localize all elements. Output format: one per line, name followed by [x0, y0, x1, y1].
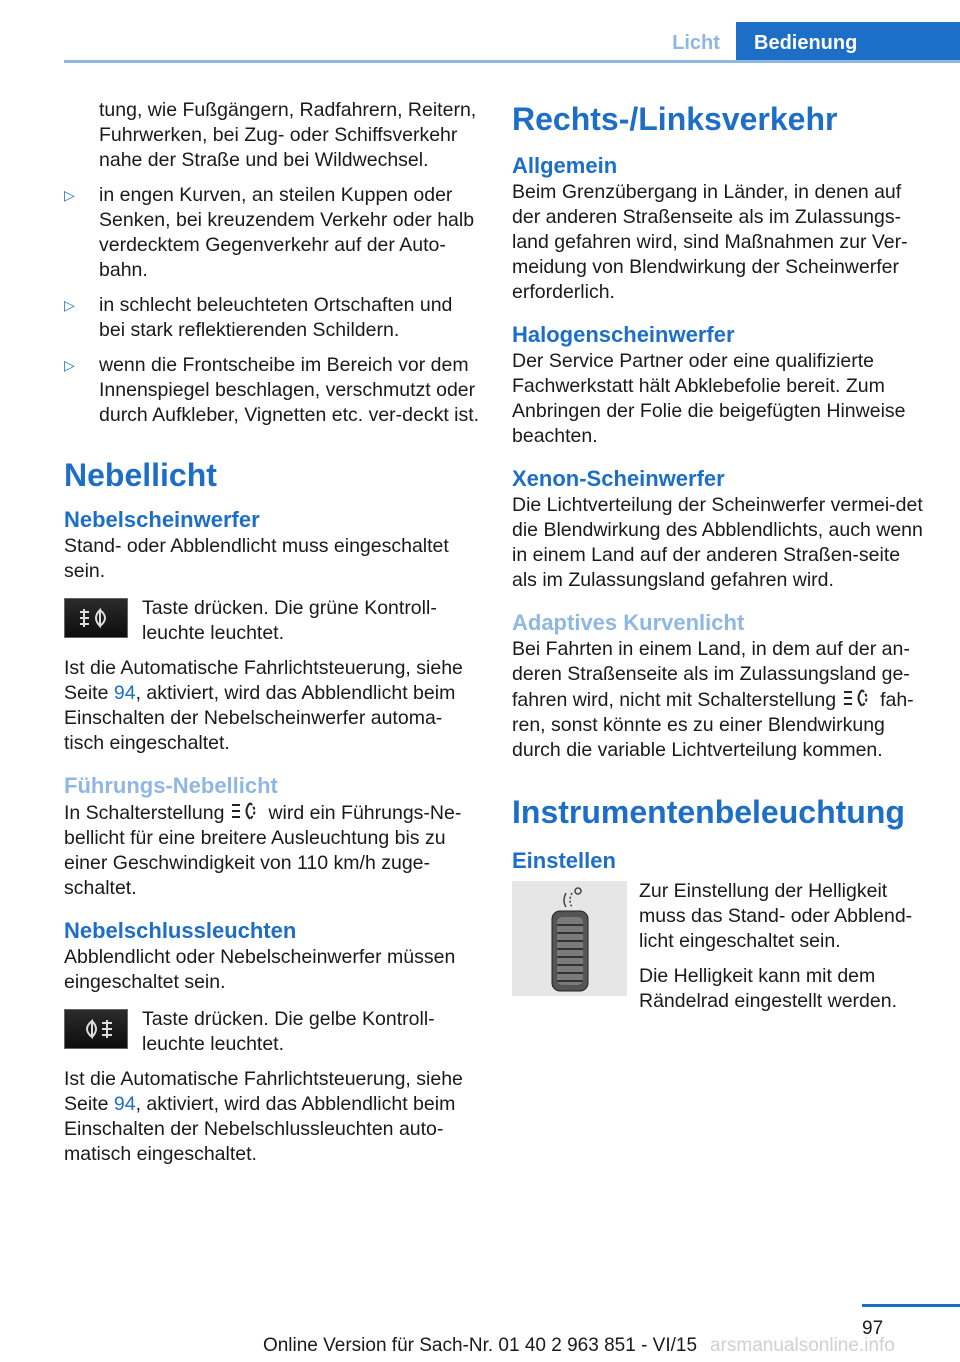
rear-fog-light-button-icon [64, 1009, 128, 1049]
kurvenlicht-text: Bei Fahrten in einem Land, in dem auf der an‐deren Straßenseite als im Zulassungsland ge‐fahren wird, nicht mit Schalterstellung fah‐ren, sonst könnte es zu einer Blendwirkung durch die variable Lichtverteilung kommen. [512, 638, 914, 761]
watermark: arsmanualsonline.info [710, 1335, 895, 1356]
nebelschluss-button-row [64, 1007, 482, 1057]
section-title-instrumentenbeleuchtung: Instrumentenbeleuchtung [512, 794, 905, 830]
heading-fuehrungs-nebellicht: Führungs-Nebellicht [64, 773, 278, 798]
page-link-94[interactable]: 94 [113, 1093, 136, 1115]
bullet-arrow-icon: ▷ [64, 297, 75, 313]
tab-bedienung[interactable]: Bedienung [736, 22, 960, 62]
thumbwheel-illustration [512, 881, 627, 996]
tab-licht[interactable]: Licht [672, 32, 720, 54]
heading-halogenscheinwerfer: Halogenscheinwerfer [512, 322, 735, 347]
nebelscheinwerfer-text: Stand- oder Abblendlicht muss eingeschaltet sein. [64, 535, 449, 582]
footer-rule [862, 1304, 960, 1307]
allgemein-text: Beim Grenzübergang in Länder, in denen auf der anderen Straßenseite als im Zulassungs‐land gefahren wird, sind Maßnahmen zur Ver‐meidung von Blendwirkung der Scheinwerfer erforderlich. [512, 181, 908, 303]
list-item [64, 293, 482, 343]
fuehrungs-nebellicht-text: In Schalterstellung wird ein Führungs-Ne‐bellicht für eine breitere Ausleuchtung bis zu einer Geschwindigkeit von 110 km/h zuge‐schaltet. [64, 802, 462, 899]
page-link-94[interactable]: 94 [113, 682, 136, 704]
nebelscheinwerfer-button-text: Taste drücken. Die grüne Kontroll‐leuchte leuchtet. [142, 597, 437, 644]
header-rule [64, 60, 960, 63]
heading-allgemein: Allgemein [512, 153, 618, 178]
online-version-footer: Online Version für Sach-Nr. 01 40 2 963 851 - VI/15 [262, 1335, 698, 1356]
section-title-nebellicht: Nebellicht [64, 457, 217, 493]
halogen-text: Der Service Partner oder eine qualifizierte Fachwerkstatt hält Abklebefolie bereit. Zum Anbringen der Folie die beigefügten Hinweise beachten. [512, 350, 906, 447]
list-item-text: in engen Kurven, an steilen Kuppen oder Senken, bei kreuzendem Verkehr oder halb verdecktem Gegenverkehr auf der Auto‐bahn. [99, 184, 475, 281]
heading-xenon-scheinwerfer: Xenon-Scheinwerfer [512, 466, 725, 491]
section-title-rechts-linksverkehr: Rechts-/Linksverkehr [512, 101, 838, 137]
bullet-arrow-icon: ▷ [64, 187, 75, 203]
heading-adaptives-kurvenlicht: Adaptives Kurvenlicht [512, 610, 745, 635]
page-number: 97 [862, 1318, 884, 1339]
einstellen-text [639, 879, 926, 1024]
heading-nebelscheinwerfer: Nebelscheinwerfer [64, 507, 260, 532]
automatic-text-1: Ist die Automatische Fahrlichtsteuerung, siehe Seite 94, aktiviert, wird das Abblendlicht beim Einschalten der Nebelscheinwerfer automa‐tisch eingeschaltet. [64, 657, 463, 754]
list-item-text: in schlecht beleuchteten Ortschaften und bei stark reflektierenden Schildern. [99, 294, 453, 341]
left-column [64, 98, 482, 1177]
list-item [64, 353, 482, 428]
heading-nebelschlussleuchten: Nebelschlussleuchten [64, 918, 297, 943]
front-fog-light-button-icon [64, 598, 128, 638]
heading-einstellen: Einstellen [512, 848, 616, 873]
bullet-arrow-icon: ▷ [64, 357, 75, 373]
einstellen-row [512, 879, 926, 1024]
einstellen-text-2: Die Helligkeit kann mit dem Rändelrad eingestellt werden. [639, 965, 897, 1012]
list-item [64, 183, 482, 283]
switch-position-fog-icon [230, 800, 262, 822]
automatic-text-2: Ist die Automatische Fahrlichtsteuerung, siehe Seite 94, aktiviert, wird das Abblendlicht beim Einschalten der Nebelschlussleuchten auto‐matisch eingeschaltet. [64, 1068, 463, 1165]
nebelschlussleuchten-text: Abblendlicht oder Nebelscheinwerfer müssen eingeschaltet sein. [64, 946, 456, 993]
nebelscheinwerfer-button-row [64, 596, 482, 646]
bullet-continuation: tung, wie Fußgängern, Radfahrern, Reitern, Fuhrwerken, bei Zug- oder Schiffsverkehr nahe der Straße und bei Wildwechsel. [99, 99, 477, 171]
right-column [512, 100, 926, 1024]
list-item-text: wenn die Frontscheibe im Bereich vor dem Innenspiegel beschlagen, verschmutzt oder durch Aufkleber, Vignetten etc. ver‐deckt ist. [99, 354, 480, 426]
xenon-text: Die Lichtverteilung der Scheinwerfer vermei‐det die Blendwirkung des Abblendlichts, auch wenn in einem Land auf der anderen Straßen‐seite als im Zulassungsland gefahren wird. [512, 494, 923, 591]
switch-position-fog-icon [842, 687, 874, 709]
einstellen-text-1: Zur Einstellung der Helligkeit muss das Stand- oder Abblend‐licht eingeschaltet sein. [639, 880, 913, 952]
nebelschluss-button-text: Taste drücken. Die gelbe Kontroll‐leuchte leuchtet. [142, 1008, 435, 1055]
